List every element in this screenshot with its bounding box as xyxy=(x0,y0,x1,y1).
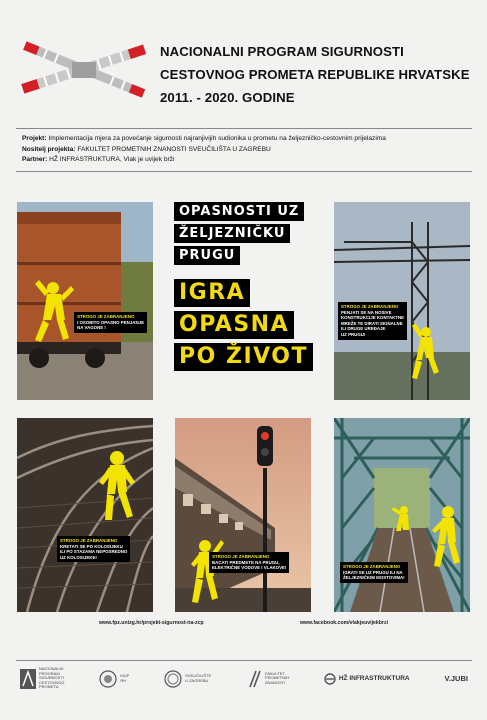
warning-label-5 xyxy=(340,562,408,583)
holder-label: Nositelj projekta: xyxy=(22,145,76,153)
warning-line-3c: UZ KOLOSIJEKE! xyxy=(60,554,97,560)
warning-head-5: STROGO JE ZABRANJENO xyxy=(343,564,401,569)
project-row xyxy=(22,134,468,145)
footer-logo-5 xyxy=(324,667,410,691)
title-line-1: NACIONALNI PROGRAM SIGURNOSTI xyxy=(160,44,404,59)
warning-label-2 xyxy=(338,302,407,340)
project-info xyxy=(16,128,472,172)
freight-wagon-climbing-child-photo xyxy=(17,202,153,400)
catenary-mast-climbing-child-photo xyxy=(334,202,470,400)
partner-logos xyxy=(16,660,472,696)
warning-line-2c: MREŽE TE DIRATI SIGNALNE xyxy=(341,320,403,326)
warning-line-1b: NA VAGONE ! xyxy=(77,325,106,331)
warning-line-2d: ILI DRUGE UREĐAJE xyxy=(341,326,386,332)
hz-infrastruktura-logo-icon xyxy=(324,673,336,685)
warning-head-2: STROGO JE ZABRANJENO xyxy=(341,304,399,309)
warning-line-5a: IGRATI SE UZ PRUGU ILI NA xyxy=(343,569,403,575)
footer-logo-1-line-1: NACIONALNI xyxy=(39,666,64,672)
heading-line-1: OPASNOSTI UZ xyxy=(174,202,304,221)
footer-logo-1-line-5: PROMETA xyxy=(39,684,59,690)
footer-logo-4 xyxy=(246,667,289,691)
footer-logo-1-line-2: PROGRAM xyxy=(39,670,60,676)
warning-line-4b: ELEKTRIČNE VODOVE I VLAKOVE! xyxy=(212,565,287,571)
project-label: Projekt: xyxy=(22,135,47,142)
title-line-3: 2011. - 2020. GODINE xyxy=(160,90,295,105)
program-title xyxy=(160,40,480,109)
footer-logo-2 xyxy=(99,667,129,691)
warning-label-4 xyxy=(209,552,289,573)
photo-tracks xyxy=(17,418,153,612)
footer-logo-5-text: HŽ INFRASTRUKTURA xyxy=(338,675,410,682)
fpz-faculty-logo-icon xyxy=(246,669,262,689)
railway-crossing-logo-icon xyxy=(14,34,154,106)
footer-logo-3 xyxy=(164,667,211,691)
campaign-slogan xyxy=(174,202,322,400)
train-signal-throwing-child-photo xyxy=(175,418,311,612)
partner-label: Partner: xyxy=(22,156,48,163)
photo-catenary-mast xyxy=(334,202,470,400)
warning-line-3a: KRETATI SE PO KOLOSIJEKU xyxy=(60,543,123,549)
slogan-line-2: OPASNA xyxy=(174,311,294,339)
road-safety-program-logo-icon xyxy=(20,669,36,689)
footer-logo-2-line-2: RH xyxy=(120,677,127,683)
title-line-2: CESTOVNOG PROMETA REPUBLIKE HRVATSKE xyxy=(160,67,470,82)
footer-logo-6 xyxy=(444,667,468,691)
photo-railway-bridge xyxy=(334,418,470,612)
warning-line-1a: I OSOBITO OPASNO PENJANJE xyxy=(77,319,144,325)
warning-line-2a: PENJATI SE NA NOSIVE xyxy=(341,309,392,315)
slogan-line-3: PO ŽIVOT xyxy=(174,343,313,371)
vjubi-logo-icon: V.JUBI xyxy=(444,674,468,683)
tracks-walking-child-photo xyxy=(17,418,153,612)
warning-line-2b: KONSTRUKCIJE KONTAKTNE xyxy=(341,315,405,321)
footer-logo-4-line-1: FAKULTET xyxy=(264,670,285,676)
warning-head-1: STROGO JE ZABRANJENO xyxy=(77,314,135,319)
warning-head-4: STROGO JE ZABRANJENO xyxy=(212,554,270,559)
holder-text: FAKULTET PROMETNIH ZNANOSTI SVEUČILIŠTA U ZAGREBU xyxy=(77,145,271,153)
slogan-line-1: IGRA xyxy=(174,279,250,307)
warning-line-5b: ŽELJEZNIČKIM MOSTOVIMA! xyxy=(343,575,405,581)
footer-logo-3-line-2: U ZAGREBU xyxy=(185,677,209,683)
footer-logo-4-line-3: ZNANOSTI xyxy=(264,679,286,685)
footer-logo-1-line-4: CESTOVNOG xyxy=(39,679,65,685)
partner-row xyxy=(22,155,468,166)
footer-logo-4-line-2: PROMETNIH xyxy=(264,675,289,681)
footer-logo-3-line-1: SVEUČILIŠTE xyxy=(185,672,212,678)
holder-row xyxy=(22,145,468,156)
warning-line-2e: UZ PRUGU! xyxy=(341,331,366,337)
warning-label-3 xyxy=(57,536,130,562)
university-seal-logo-icon xyxy=(164,670,182,688)
warning-line-3b: ILI PO STAZAMA NEPOSREDNO xyxy=(60,549,128,555)
warning-line-4a: BACATI PREDMETE NA PRUGU, xyxy=(212,559,280,565)
partner-text: HŽ INFRASTRUKTURA, Vlak je uvijek brži xyxy=(49,156,175,163)
footer-logo-1-line-3: SIGURNOSTI xyxy=(39,675,64,681)
fpz-project-link[interactable]: www.fpz.unizg.hr/projekt-sigurnost-na-zcp xyxy=(99,620,204,626)
footer-logo-2-line-1: MUP xyxy=(120,672,130,678)
railway-bridge-playing-children-photo xyxy=(334,418,470,612)
heading-line-2: ŽELJEZNIČKU xyxy=(174,224,290,243)
ministry-seal-logo-icon xyxy=(99,670,117,688)
photo-freight-wagon xyxy=(17,202,153,400)
project-text: Implementacija mjera za povećanje sigurnosti najranjivijih sudionika u prometu na željezničko-cestovnim prijelazima xyxy=(48,135,386,142)
warning-label-1 xyxy=(74,312,147,333)
heading-line-3: PRUGU xyxy=(174,246,240,265)
photo-train-signal xyxy=(175,418,311,612)
footer-logo-1 xyxy=(20,667,65,691)
facebook-link[interactable]: www.facebook.com/vlakjeuvijekbrzi xyxy=(300,620,389,626)
warning-head-3: STROGO JE ZABRANJENO xyxy=(60,538,118,543)
